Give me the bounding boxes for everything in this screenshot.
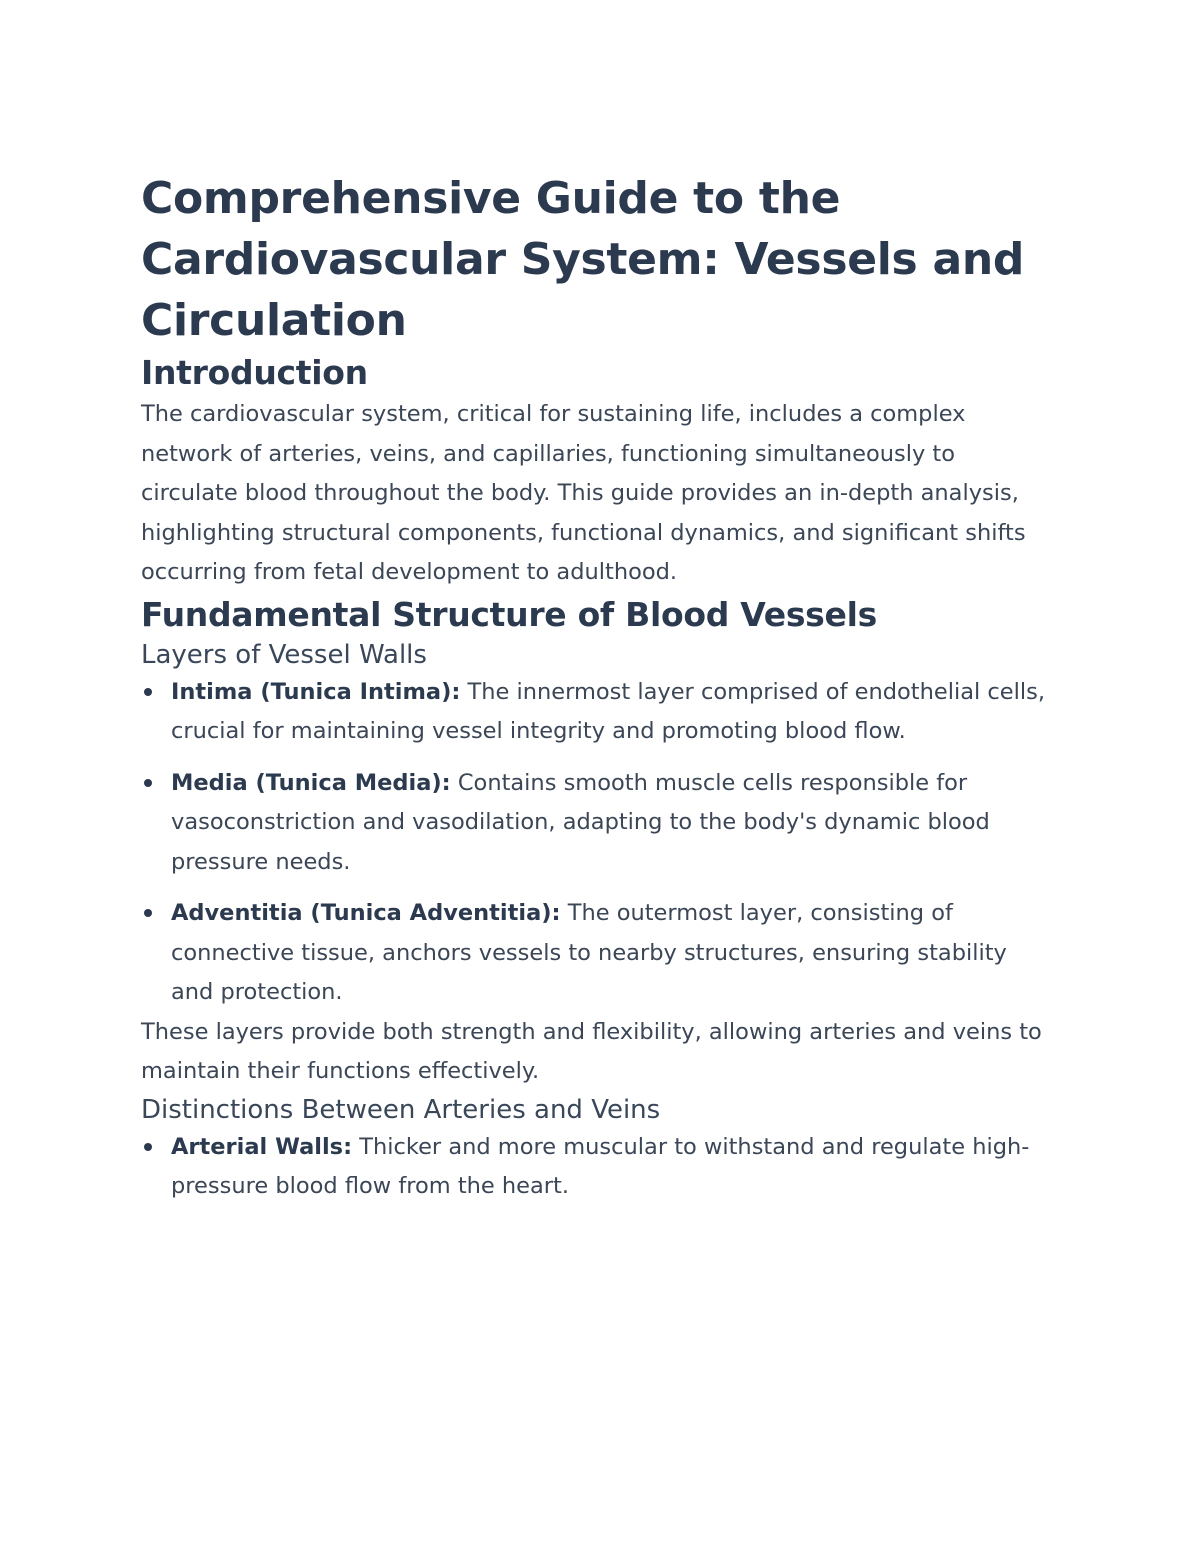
list-item-text: The innermost layer comprised of endothelial cells, crucial for maintaining vessel integrity and promoting blood flow. bbox=[171, 678, 1045, 744]
introduction-heading: Introduction bbox=[141, 353, 368, 392]
document-page bbox=[141, 168, 1046, 1207]
list-item-term: Intima (Tunica Intima): bbox=[171, 678, 461, 705]
list-item bbox=[141, 894, 1046, 1013]
list-item bbox=[141, 1128, 1046, 1207]
list-item bbox=[141, 673, 1046, 752]
list-item-term: Adventitia (Tunica Adventitia): bbox=[171, 900, 561, 926]
list-item bbox=[141, 764, 1046, 883]
bullet-icon bbox=[144, 688, 152, 696]
distinctions-list bbox=[141, 1128, 1046, 1207]
layers-heading: Layers of Vessel Walls bbox=[141, 639, 427, 670]
bullet-icon bbox=[144, 909, 152, 917]
fundamental-structure-heading: Fundamental Structure of Blood Vessels bbox=[141, 594, 877, 634]
list-item-text: Thicker and more muscular to withstand and regulate high-pressure blood flow from the heart. bbox=[171, 1133, 1030, 1199]
list-item-text: The outermost layer, consisting of connective tissue, anchors vessels to nearby structures, ensuring stability and protection. bbox=[171, 900, 1007, 1005]
document-title: Comprehensive Guide to the Cardiovascular System: Vessels and Circulation bbox=[141, 173, 1025, 346]
introduction-paragraph: The cardiovascular system, critical for sustaining life, includes a complex network of arteries, veins, and capillaries, functioning simultaneously to circulate blood throughout the body. This guide provides an in-depth analysis, highlighting structural components, functional dynamics, and significant shifts occurring from fetal development to adulthood. bbox=[141, 401, 1026, 585]
list-item-text: Contains smooth muscle cells responsible for vasoconstriction and vasodilation, adapting to the body's dynamic blood pressure needs. bbox=[171, 769, 990, 875]
list-item-term: Media (Tunica Media): bbox=[171, 769, 451, 796]
bullet-icon bbox=[144, 1143, 152, 1151]
bullet-icon bbox=[144, 779, 152, 787]
list-item-term: Arterial Walls: bbox=[171, 1133, 353, 1160]
distinctions-heading: Distinctions Between Arteries and Veins bbox=[141, 1094, 661, 1125]
layers-summary-paragraph: These layers provide both strength and flexibility, allowing arteries and veins to maintain their functions effectively. bbox=[141, 1018, 1042, 1084]
layers-list bbox=[141, 673, 1046, 1013]
